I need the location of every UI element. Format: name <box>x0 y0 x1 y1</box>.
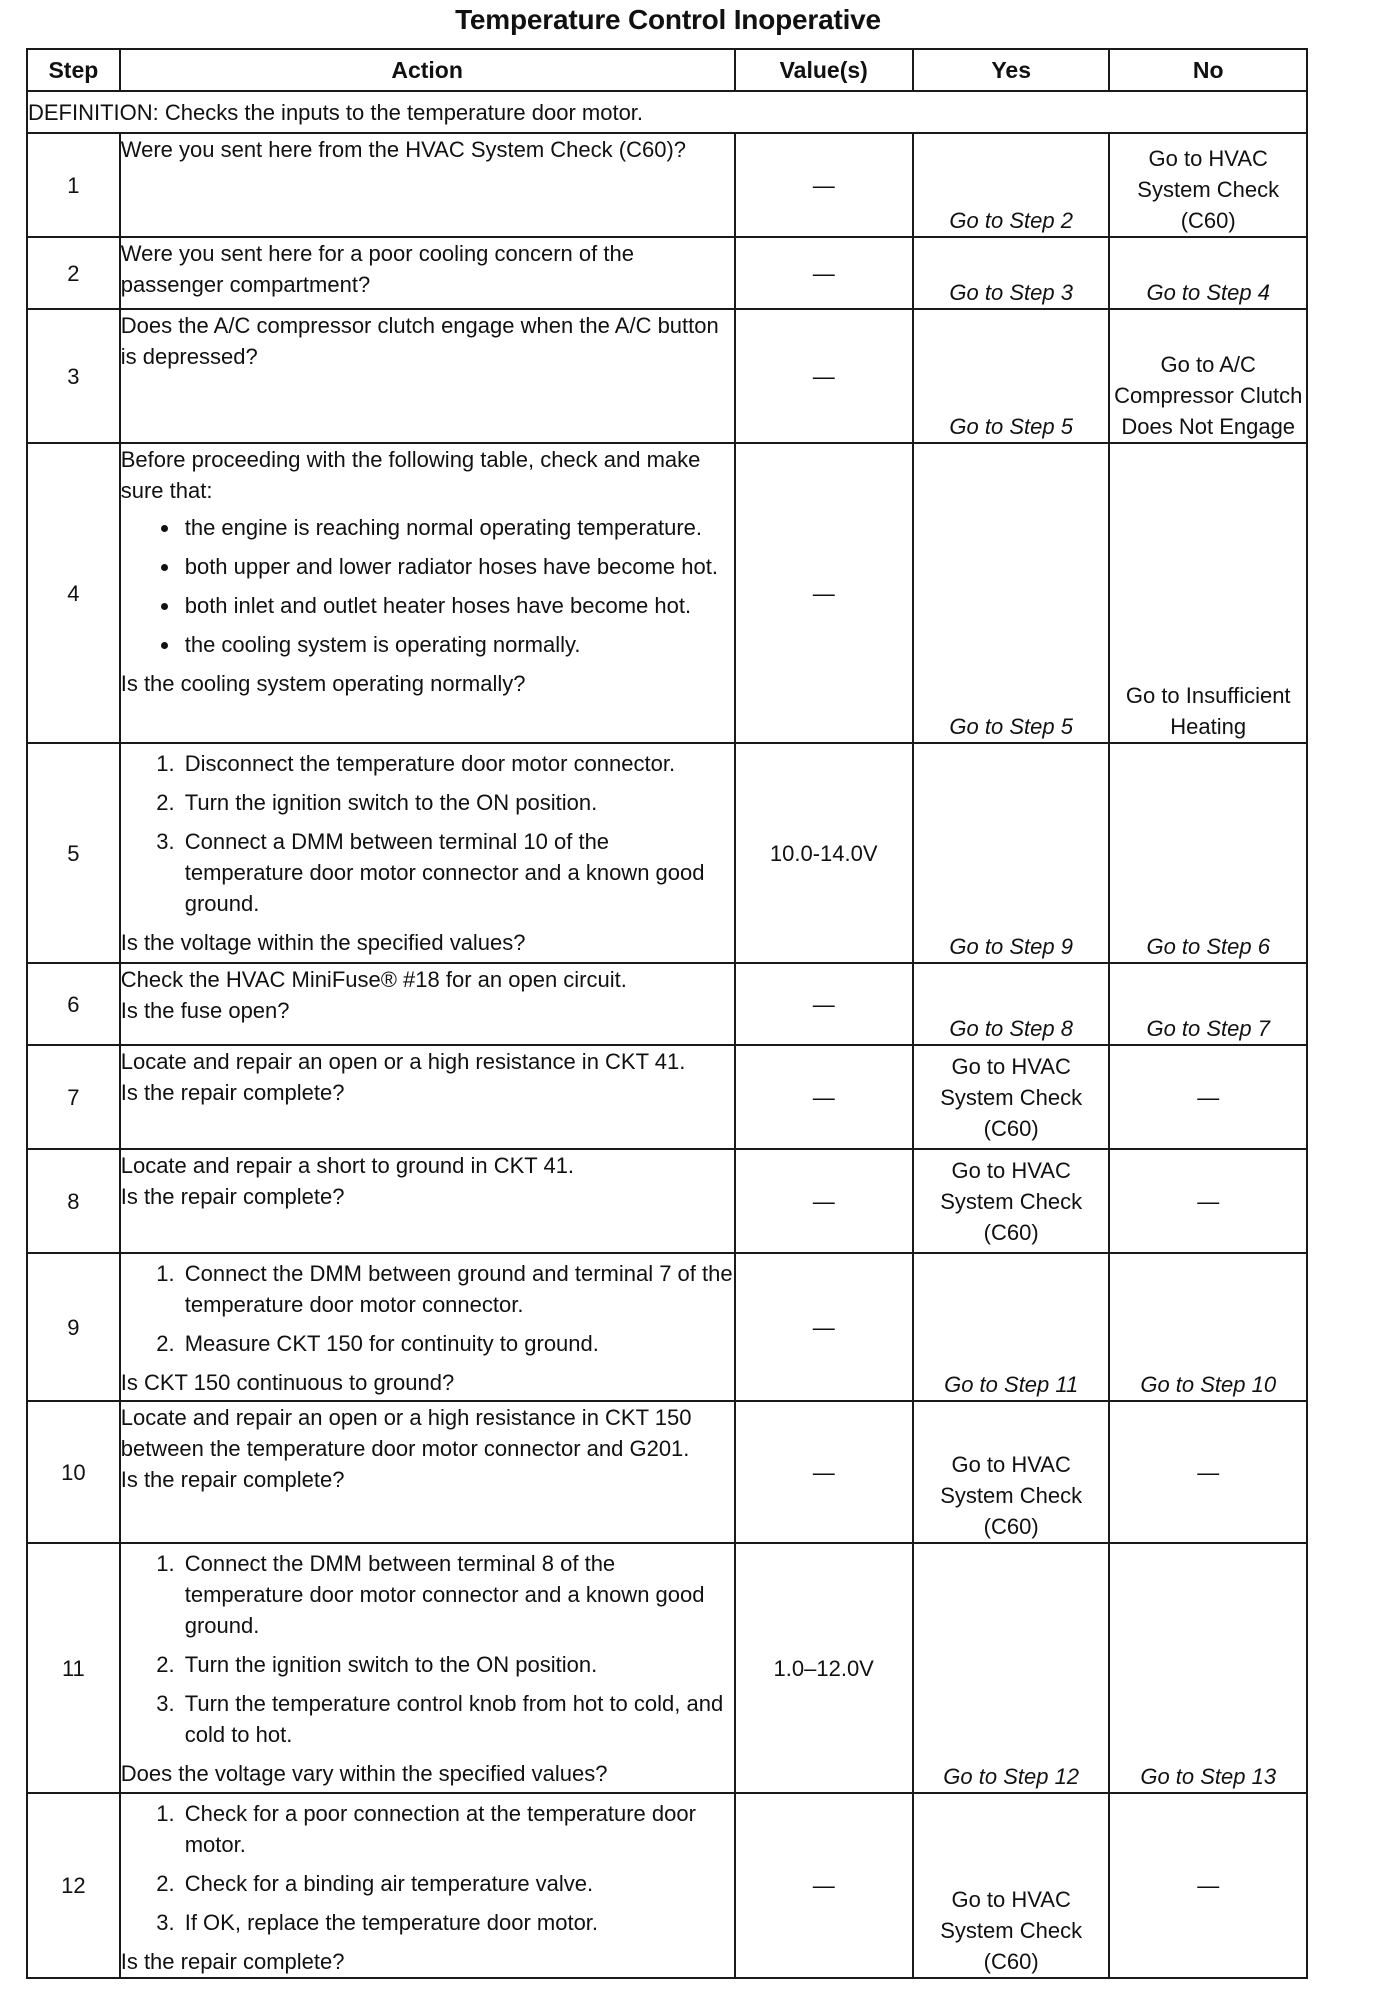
value-cell: — <box>735 309 913 443</box>
action-cell <box>120 1793 735 1978</box>
step-number: 1 <box>27 133 120 237</box>
action-question: Is the cooling system operating normally? <box>120 671 526 696</box>
list-item: 2. Turn the ignition switch to the ON position. <box>181 1649 734 1680</box>
list-item: 2. Check for a binding air temperature valve. <box>181 1868 734 1899</box>
action-question: Is the repair complete? <box>120 1184 345 1209</box>
yes-link[interactable]: Go to Step 2 <box>913 133 1110 237</box>
action-text: Check the HVAC MiniFuse® #18 for an open circuit. <box>120 967 627 992</box>
table-row <box>27 743 1307 963</box>
step-number: 8 <box>27 1149 120 1253</box>
action-cell <box>120 1045 735 1149</box>
table-row <box>27 963 1307 1045</box>
table-row <box>27 443 1307 743</box>
value-cell: — <box>735 133 913 237</box>
value-cell: 1.0–12.0V <box>735 1543 913 1793</box>
header-values: Value(s) <box>735 49 913 91</box>
value-cell: — <box>735 1149 913 1253</box>
table-row <box>27 1253 1307 1401</box>
no-cell: — <box>1109 1045 1307 1149</box>
action-cell <box>120 1401 735 1543</box>
action-text: Locate and repair an open or a high resistance in CKT 41. <box>120 1049 686 1074</box>
table-row <box>27 1045 1307 1149</box>
table-row <box>27 133 1307 237</box>
procedure-list <box>121 1258 734 1359</box>
table-row <box>27 237 1307 309</box>
no-cell: — <box>1109 1793 1307 1978</box>
list-item: 1. Check for a poor connection at the temperature door motor. <box>181 1798 734 1860</box>
value-cell: — <box>735 443 913 743</box>
no-cell: — <box>1109 1401 1307 1543</box>
yes-link[interactable]: Go to Step 9 <box>913 743 1110 963</box>
action-cell <box>120 443 735 743</box>
value-cell: — <box>735 1045 913 1149</box>
action-cell <box>120 963 735 1045</box>
no-link[interactable]: Go to Step 7 <box>1109 963 1307 1045</box>
action-text: Locate and repair an open or a high resistance in CKT 150 between the temperature door motor connector and G201. <box>120 1405 692 1461</box>
procedure-list <box>121 1548 734 1750</box>
value-cell: 10.0-14.0V <box>735 743 913 963</box>
no-link[interactable]: Go to Step 6 <box>1109 743 1307 963</box>
procedure-list <box>121 748 734 919</box>
value-cell: — <box>735 237 913 309</box>
yes-link[interactable]: Go to Step 3 <box>913 237 1110 309</box>
list-item: 1. Connect the DMM between terminal 8 of the temperature door motor connector and a known good ground. <box>181 1548 734 1641</box>
header-action: Action <box>120 49 735 91</box>
list-item: 1. Connect the DMM between ground and terminal 7 of the temperature door motor connector. <box>181 1258 734 1320</box>
list-item: 3. Connect a DMM between terminal 10 of the temperature door motor connector and a known good ground. <box>181 826 734 919</box>
definition-text: DEFINITION: Checks the inputs to the temperature door motor. <box>27 91 1307 133</box>
list-item: 3. If OK, replace the temperature door motor. <box>181 1907 734 1938</box>
value-cell: — <box>735 963 913 1045</box>
table-row <box>27 1543 1307 1793</box>
table-row <box>27 1401 1307 1543</box>
diagnostic-table <box>26 48 1308 1979</box>
no-link[interactable]: Go to A/C Compressor Clutch Does Not Engage <box>1109 309 1307 443</box>
action-question: Is the repair complete? <box>120 1080 345 1105</box>
step-number: 10 <box>27 1401 120 1543</box>
action-cell <box>120 1253 735 1401</box>
header-no: No <box>1109 49 1307 91</box>
step-number: 5 <box>27 743 120 963</box>
list-item: 2. Measure CKT 150 for continuity to ground. <box>181 1328 734 1359</box>
no-link[interactable]: Go to Step 13 <box>1109 1543 1307 1793</box>
list-item: • the engine is reaching normal operating temperature. <box>181 512 734 543</box>
check-list <box>121 512 734 660</box>
yes-link[interactable]: Go to Step 12 <box>913 1543 1110 1793</box>
yes-link[interactable]: Go to HVAC System Check (C60) <box>913 1401 1110 1543</box>
list-item: 1. Disconnect the temperature door motor connector. <box>181 748 734 779</box>
action-text: Does the A/C compressor clutch engage when the A/C button is depressed? <box>120 309 735 443</box>
action-text: Locate and repair a short to ground in CKT 41. <box>120 1153 575 1178</box>
step-number: 11 <box>27 1543 120 1793</box>
step-number: 3 <box>27 309 120 443</box>
yes-link[interactable]: Go to HVAC System Check (C60) <box>913 1149 1110 1253</box>
page-title: Temperature Control Inoperative <box>455 4 881 35</box>
step-number: 4 <box>27 443 120 743</box>
action-cell <box>120 1149 735 1253</box>
step-number: 9 <box>27 1253 120 1401</box>
action-question: Is the repair complete? <box>120 1467 345 1492</box>
action-question: Is CKT 150 continuous to ground? <box>120 1370 455 1395</box>
step-number: 6 <box>27 963 120 1045</box>
yes-link[interactable]: Go to HVAC System Check (C60) <box>913 1793 1110 1978</box>
action-question: Is the voltage within the specified values? <box>120 930 526 955</box>
action-cell <box>120 743 735 963</box>
step-number: 7 <box>27 1045 120 1149</box>
value-cell: — <box>735 1401 913 1543</box>
list-item: • both inlet and outlet heater hoses have become hot. <box>181 590 734 621</box>
header-row <box>27 49 1307 91</box>
no-cell: — <box>1109 1149 1307 1253</box>
no-link[interactable]: Go to Step 4 <box>1109 237 1307 309</box>
no-link[interactable]: Go to Step 10 <box>1109 1253 1307 1401</box>
yes-link[interactable]: Go to Step 5 <box>913 443 1110 743</box>
yes-link[interactable]: Go to HVAC System Check (C60) <box>913 1045 1110 1149</box>
procedure-list <box>121 1798 734 1938</box>
yes-link[interactable]: Go to Step 8 <box>913 963 1110 1045</box>
action-question: Is the repair complete? <box>120 1949 345 1974</box>
value-cell: — <box>735 1793 913 1978</box>
list-item: 2. Turn the ignition switch to the ON position. <box>181 787 734 818</box>
action-text: Were you sent here for a poor cooling concern of the passenger compartment? <box>120 237 735 309</box>
step-number: 2 <box>27 237 120 309</box>
value-cell: — <box>735 1253 913 1401</box>
action-intro: Before proceeding with the following table, check and make sure that: <box>120 447 701 503</box>
header-step: Step <box>27 49 120 91</box>
step-number: 12 <box>27 1793 120 1978</box>
yes-link[interactable]: Go to Step 11 <box>913 1253 1110 1401</box>
list-item: • both upper and lower radiator hoses have become hot. <box>181 551 734 582</box>
action-cell <box>120 1543 735 1793</box>
yes-link[interactable]: Go to Step 5 <box>913 309 1110 443</box>
action-question: Does the voltage vary within the specified values? <box>120 1761 608 1786</box>
no-link[interactable]: Go to HVAC System Check (C60) <box>1109 133 1307 237</box>
list-item: 3. Turn the temperature control knob from hot to cold, and cold to hot. <box>181 1688 734 1750</box>
action-text: Were you sent here from the HVAC System Check (C60)? <box>120 133 735 237</box>
action-question: Is the fuse open? <box>120 998 290 1023</box>
list-item: • the cooling system is operating normally. <box>181 629 734 660</box>
table-row <box>27 309 1307 443</box>
no-link[interactable]: Go to Insufficient Heating <box>1109 443 1307 743</box>
table-row <box>27 1793 1307 1978</box>
definition-row <box>27 91 1307 133</box>
table-row <box>27 1149 1307 1253</box>
header-yes: Yes <box>913 49 1110 91</box>
